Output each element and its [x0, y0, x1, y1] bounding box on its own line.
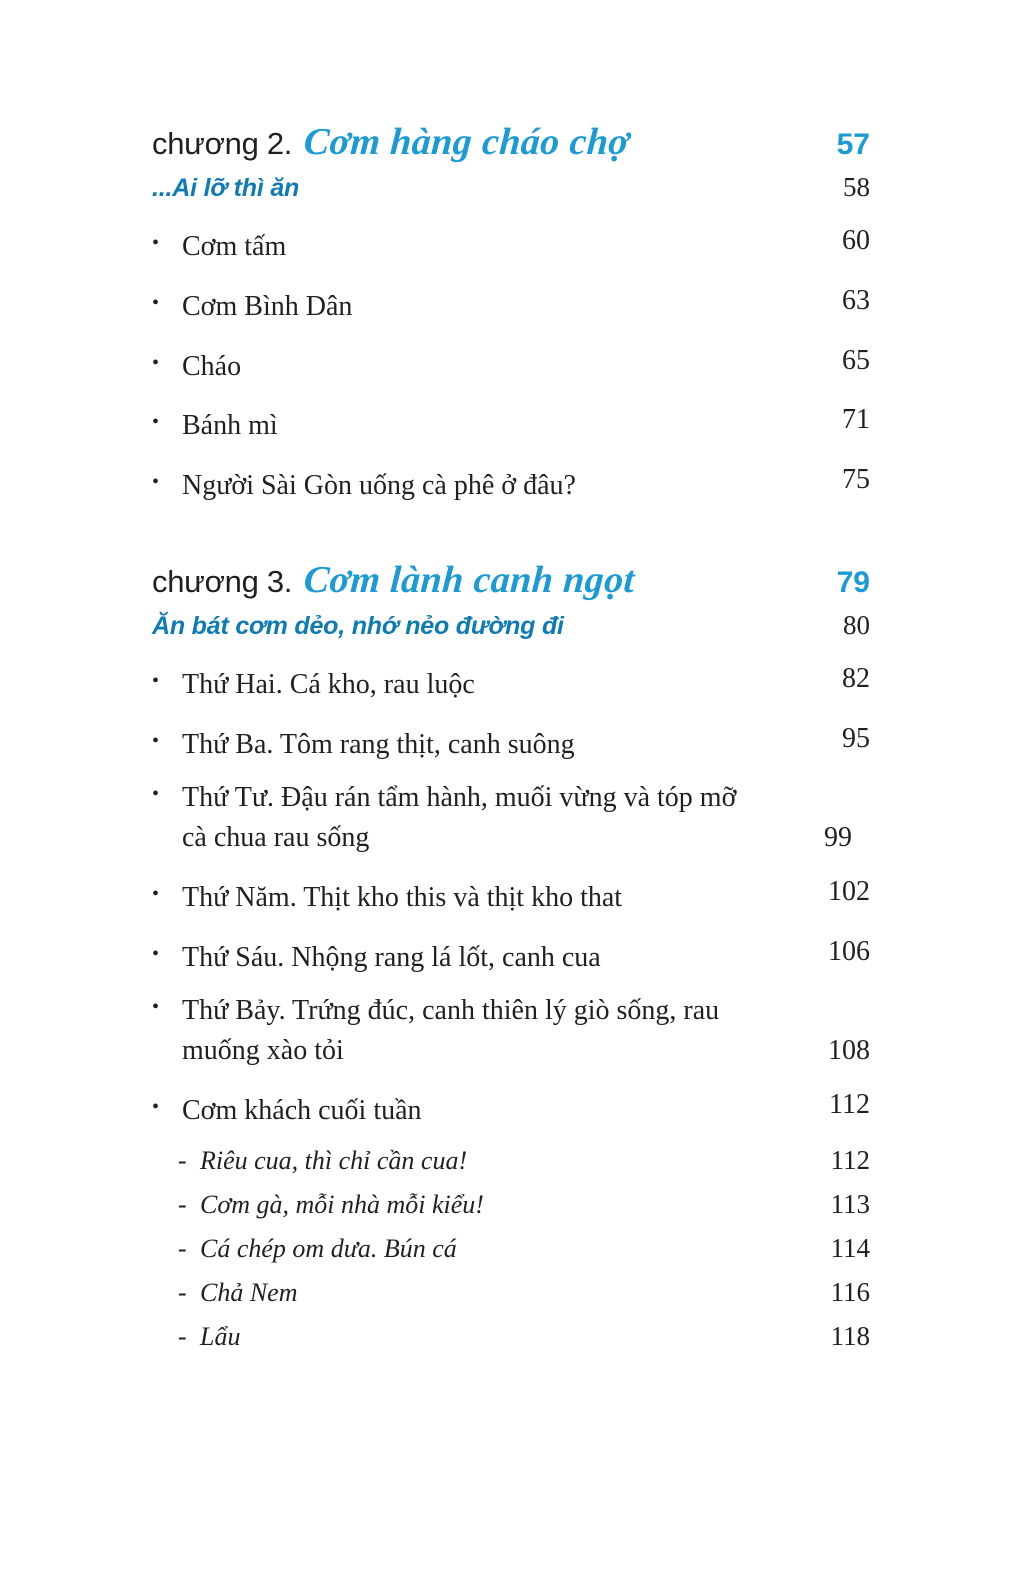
- chapter-heading-3: [152, 558, 870, 602]
- dash-icon: -: [178, 1145, 187, 1175]
- list-item-page-number: 65: [842, 344, 870, 376]
- list-item-label: Cháo: [182, 350, 242, 382]
- sub-list-item: [152, 1233, 870, 1264]
- bullet-icon: •: [152, 783, 160, 806]
- list-item-label: Cơm tấm: [182, 231, 287, 262]
- dash-icon: -: [178, 1321, 187, 1351]
- list-item-page-number: 106: [828, 935, 870, 967]
- dash-icon: -: [178, 1189, 187, 1219]
- bullet-icon: •: [152, 1095, 160, 1118]
- list-item: [152, 659, 870, 705]
- chapter-kicker: chương 3.: [152, 563, 293, 599]
- sub-list-item: [152, 1277, 870, 1308]
- chapter-kicker: chương 2.: [152, 126, 293, 161]
- chapter-title: Cơm hàng cháo chợ: [302, 121, 631, 163]
- sub-list-item-label: Cá chép om dưa. Bún cá: [200, 1233, 457, 1263]
- section-heading: [152, 610, 870, 641]
- bullet-icon: •: [152, 729, 160, 752]
- list-item-page-number: 108: [828, 1035, 870, 1066]
- dash-icon: -: [178, 1277, 187, 1307]
- chapter-page-number: 57: [836, 128, 870, 161]
- list-item-label: Thứ Bảy. Trứng đúc, canh thiên lý giò sống, rau muống xào tỏi: [182, 995, 720, 1066]
- bullet-icon: •: [152, 351, 160, 374]
- list-item-page-number: 99: [824, 822, 852, 853]
- list-item-label: Cơm Bình Dân: [182, 290, 353, 322]
- list-item-page-number: 75: [842, 464, 870, 495]
- list-item: [152, 221, 870, 267]
- table-of-contents: [152, 120, 870, 1365]
- bullet-icon: •: [152, 232, 160, 254]
- section-title: Ăn bát cơm dẻo, nhớ nẻo đường đi: [152, 611, 564, 640]
- list-item-label: Thứ Tư. Đậu rán tẩm hành, muối vừng và tóp mỡ cà chua rau sống: [182, 782, 737, 853]
- list-item: [152, 872, 870, 918]
- list-item-page-number: 71: [842, 404, 870, 436]
- sub-list-item-page-number: 114: [830, 1232, 870, 1263]
- section-page-number: 58: [843, 172, 870, 202]
- chapter-heading-2: [152, 120, 870, 164]
- list-item-page-number: 63: [842, 284, 870, 316]
- bullet-icon: •: [152, 471, 160, 493]
- list-item: [152, 991, 870, 1071]
- sub-list-item-page-number: 118: [830, 1320, 870, 1351]
- list-item-label: Bánh mì: [182, 410, 278, 442]
- spacer: [152, 520, 870, 558]
- list-item-label: Thứ Năm. Thịt kho this và thịt kho that: [182, 881, 623, 913]
- sub-list-item-page-number: 112: [830, 1144, 870, 1175]
- bullet-icon: •: [152, 942, 160, 965]
- list-item-page-number: 95: [842, 722, 870, 754]
- list-item-label: Cơm khách cuối tuần: [182, 1094, 422, 1126]
- chapter-title: Cơm lành canh ngọt: [302, 558, 637, 601]
- section-heading: [152, 172, 870, 203]
- bullet-icon: •: [152, 882, 160, 905]
- bullet-icon: •: [152, 669, 160, 692]
- sub-list-item-page-number: 113: [830, 1188, 870, 1219]
- list-item: [152, 341, 870, 387]
- sub-list: [152, 1145, 870, 1352]
- list-item-label: Thứ Ba. Tôm rang thịt, canh suông: [182, 728, 575, 760]
- list-item: [152, 281, 870, 327]
- sub-list-item-label: Chả Nem: [200, 1277, 298, 1307]
- list-item-label: Người Sài Gòn uống cà phê ở đâu?: [182, 470, 576, 501]
- list-item-label: Thứ Sáu. Nhộng rang lá lốt, canh cua: [182, 941, 601, 973]
- list-item: [152, 400, 870, 446]
- sub-list-item: [152, 1145, 870, 1176]
- list-item: [152, 1085, 870, 1131]
- bullet-icon: •: [152, 291, 160, 314]
- list-item-page-number: 60: [842, 225, 870, 256]
- dash-icon: -: [178, 1233, 187, 1263]
- list-item: [152, 719, 870, 765]
- sub-list-item-label: Cơm gà, mỗi nhà mỗi kiểu!: [200, 1189, 484, 1219]
- section-title: ...Ai lỡ thì ăn: [152, 174, 300, 202]
- sub-list-item-page-number: 116: [830, 1276, 870, 1307]
- list-item: [152, 460, 870, 506]
- list-item-page-number: 82: [842, 662, 870, 694]
- list-item-label: Thứ Hai. Cá kho, rau luộc: [182, 668, 475, 700]
- section-page-number: 80: [843, 609, 870, 640]
- list-item: [152, 932, 870, 978]
- sub-list-item-label: Riêu cua, thì chỉ cần cua!: [200, 1145, 468, 1175]
- chapter-page-number: 79: [836, 565, 870, 599]
- sub-list-item: [152, 1321, 870, 1352]
- sub-list-item: [152, 1189, 870, 1220]
- bullet-icon: •: [152, 411, 160, 434]
- bullet-icon: •: [152, 996, 160, 1019]
- list-item: [152, 778, 870, 858]
- sub-list-item-label: Lẩu: [200, 1321, 241, 1351]
- list-item-page-number: 102: [828, 875, 870, 907]
- list-item-page-number: 112: [829, 1088, 870, 1120]
